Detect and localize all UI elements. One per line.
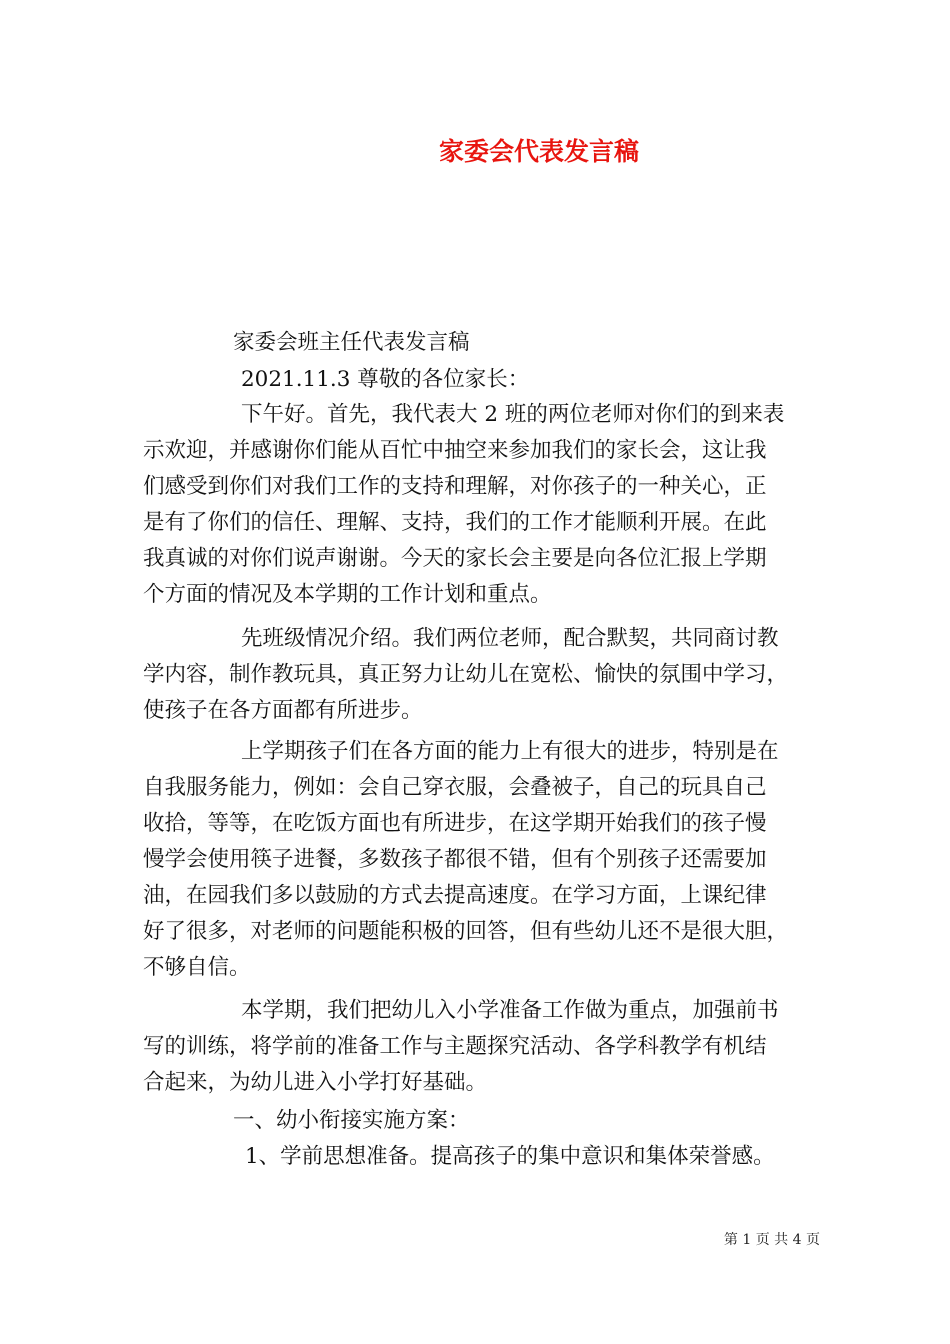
paragraph-line: 先班级情况介绍。我们两位老师，配合默契，共同商讨教 <box>241 626 779 651</box>
paragraph-line: 自我服务能力，例如：会自己穿衣服，会叠被子，自己的玩具自己 <box>143 775 767 800</box>
page-number: 第 1 页 共 4 页 <box>723 1232 820 1248</box>
paragraph-line: 油，在园我们多以鼓励的方式去提高速度。在学习方面，上课纪律 <box>143 883 767 908</box>
paragraph-line: 下午好。首先，我代表大 2 班的两位老师对你们的到来表 <box>241 402 785 427</box>
paragraph-line: 好了很多，对老师的问题能积极的回答，但有些幼儿还不是很大胆， <box>143 919 789 944</box>
paragraph-line: 收拾，等等，在吃饭方面也有所进步，在这学期开始我们的孩子慢 <box>143 811 767 836</box>
paragraph-line: 学内容，制作教玩具，真正努力让幼儿在宽松、愉快的氛围中学习， <box>143 662 789 687</box>
paragraph-line: 不够自信。 <box>143 955 251 980</box>
date-greeting: 2021.11.3 尊敬的各位家长： <box>241 367 530 392</box>
paragraph-line: 写的训练，将学前的准备工作与主题探究活动、各学科教学有机结 <box>143 1034 767 1059</box>
subtitle: 家委会班主任代表发言稿 <box>233 330 470 355</box>
paragraph-line: 个方面的情况及本学期的工作计划和重点。 <box>143 582 552 607</box>
list-item: 1、学前思想准备。提高孩子的集中意识和集体荣誉感。 <box>245 1144 775 1169</box>
paragraph-line: 本学期，我们把幼儿入小学准备工作做为重点，加强前书 <box>241 998 779 1023</box>
paragraph-line: 使孩子在各方面都有所进步。 <box>143 698 423 723</box>
paragraph-line: 是有了你们的信任、理解、支持，我们的工作才能顺利开展。在此 <box>143 510 767 535</box>
section-heading: 一、幼小衔接实施方案： <box>233 1108 470 1133</box>
paragraph-line: 慢学会使用筷子进餐，多数孩子都很不错，但有个别孩子还需要加 <box>143 847 767 872</box>
paragraph-line: 们感受到你们对我们工作的支持和理解，对你孩子的一种关心，正 <box>143 474 767 499</box>
paragraph-line: 示欢迎，并感谢你们能从百忙中抽空来参加我们的家长会，这让我 <box>143 438 767 463</box>
paragraph-line: 合起来，为幼儿进入小学打好基础。 <box>143 1070 488 1095</box>
paragraph-line: 我真诚的对你们说声谢谢。今天的家长会主要是向各位汇报上学期 <box>143 546 767 571</box>
paragraph-line: 上学期孩子们在各方面的能力上有很大的进步，特别是在 <box>241 739 779 764</box>
document-title: 家委会代表发言稿 <box>438 137 639 166</box>
